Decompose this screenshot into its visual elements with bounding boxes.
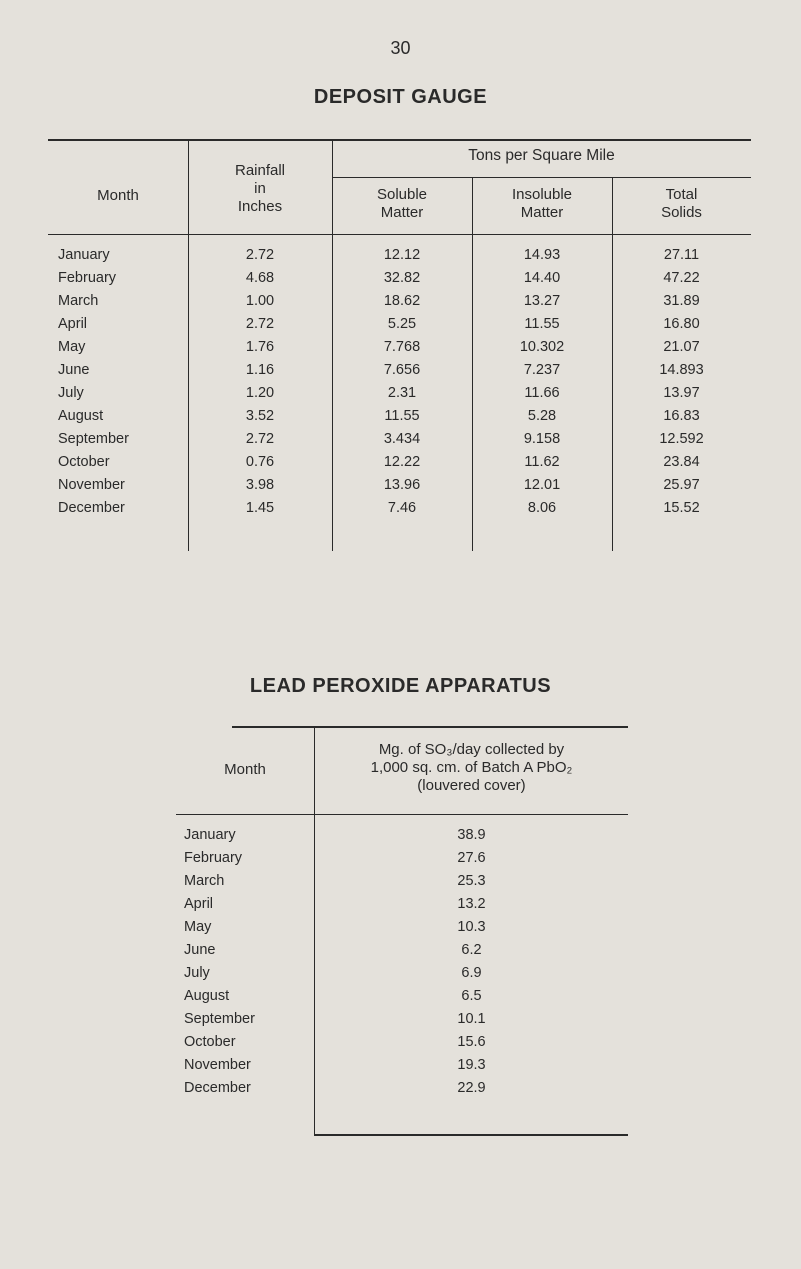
table-rule	[176, 814, 628, 815]
table-row	[176, 896, 628, 919]
cell-soluble: 12.22	[383, 454, 421, 470]
cell-value: 19.3	[457, 1057, 486, 1073]
cell-soluble: 7.46	[387, 500, 417, 516]
cell-value: 22.9	[457, 1080, 486, 1096]
lead-peroxide-title: LEAD PEROXIDE APPARATUS	[249, 675, 552, 697]
page-number: 30	[390, 38, 411, 58]
cell-month: August	[58, 408, 104, 424]
cell-month: February	[184, 850, 243, 866]
cell-month: November	[58, 477, 125, 493]
header-month: Month	[97, 187, 139, 204]
cell-total: 23.84	[663, 454, 700, 470]
table-row	[176, 988, 628, 1011]
cell-total: 47.22	[663, 270, 700, 286]
cell-total: 13.97	[663, 385, 700, 401]
cell-month: October	[184, 1034, 236, 1050]
table-row	[48, 500, 751, 523]
cell-soluble: 7.768	[383, 339, 421, 355]
cell-rainfall: 1.20	[245, 385, 275, 401]
cell-insoluble: 11.55	[524, 316, 560, 332]
cell-month: June	[184, 942, 216, 958]
header-insoluble-line: Insoluble	[511, 186, 573, 203]
cell-soluble: 7.656	[383, 362, 421, 378]
table-row	[48, 477, 751, 500]
header-soluble	[332, 186, 472, 222]
table-row	[176, 919, 628, 942]
table-row	[48, 293, 751, 316]
cell-insoluble: 5.28	[527, 408, 557, 424]
table-rule	[232, 726, 628, 728]
cell-rainfall: 2.72	[245, 431, 275, 447]
cell-value: 6.5	[461, 988, 482, 1004]
cell-rainfall: 1.45	[245, 500, 275, 516]
cell-insoluble: 13.27	[523, 293, 561, 309]
header-value-line: 1,000 sq. cm. of Batch A PbO₂	[370, 759, 573, 776]
cell-total: 14.893	[659, 362, 704, 378]
cell-month: October	[58, 454, 110, 470]
cell-insoluble: 11.66	[524, 385, 560, 401]
cell-rainfall: 1.00	[245, 293, 275, 309]
header-total-line: Total	[665, 186, 698, 203]
cell-month: January	[58, 247, 110, 263]
table-row	[176, 1080, 628, 1103]
table-row	[176, 942, 628, 965]
cell-soluble: 2.31	[387, 385, 417, 401]
cell-value: 13.2	[457, 896, 486, 912]
header-soluble-line: Soluble	[376, 186, 428, 203]
cell-month: July	[58, 385, 84, 401]
cell-total: 31.89	[663, 293, 700, 309]
cell-month: June	[58, 362, 90, 378]
cell-insoluble: 12.01	[523, 477, 561, 493]
header-rainfall	[188, 162, 332, 216]
cell-rainfall: 1.76	[245, 339, 275, 355]
table-row	[176, 1011, 628, 1034]
cell-rainfall: 3.52	[245, 408, 275, 424]
cell-value: 27.6	[457, 850, 486, 866]
cell-soluble: 32.82	[383, 270, 421, 286]
cell-rainfall: 4.68	[245, 270, 275, 286]
cell-insoluble: 10.302	[519, 339, 565, 355]
cell-value: 10.1	[457, 1011, 486, 1027]
cell-total: 16.80	[663, 316, 700, 332]
cell-insoluble: 8.06	[527, 500, 557, 516]
cell-rainfall: 1.16	[245, 362, 275, 378]
cell-total: 15.52	[663, 500, 700, 516]
cell-insoluble: 14.40	[523, 270, 561, 286]
table-row	[176, 1057, 628, 1080]
header-rainfall-line: in	[254, 180, 266, 197]
cell-month: April	[58, 316, 88, 332]
table-rule	[332, 177, 751, 178]
cell-value: 10.3	[457, 919, 486, 935]
table-row	[48, 247, 751, 270]
table-rule	[314, 1134, 628, 1136]
header-rainfall-line: Rainfall	[234, 162, 286, 179]
cell-total: 27.11	[663, 247, 700, 263]
cell-month: July	[184, 965, 210, 981]
cell-value: 15.6	[457, 1034, 486, 1050]
header-tons-group: Tons per Square Mile	[468, 147, 615, 164]
table-row	[48, 339, 751, 362]
cell-value: 6.9	[461, 965, 482, 981]
header-rainfall-line: Inches	[237, 198, 283, 215]
cell-soluble: 5.25	[387, 316, 417, 332]
table-row	[176, 1034, 628, 1057]
cell-month: May	[184, 919, 212, 935]
table-row	[48, 362, 751, 385]
cell-rainfall: 2.72	[245, 316, 275, 332]
cell-value: 25.3	[457, 873, 486, 889]
table-row	[48, 316, 751, 339]
cell-total: 25.97	[663, 477, 700, 493]
cell-month: March	[184, 873, 225, 889]
cell-month: December	[58, 500, 125, 516]
header-so3-value	[315, 741, 628, 795]
header-total	[612, 186, 751, 222]
table-row	[176, 827, 628, 850]
cell-soluble: 11.55	[384, 408, 420, 424]
header-total-line: Solids	[661, 204, 702, 221]
cell-month: November	[184, 1057, 251, 1073]
table-row	[48, 270, 751, 293]
cell-soluble: 13.96	[383, 477, 421, 493]
deposit-gauge-title: DEPOSIT GAUGE	[313, 86, 488, 108]
cell-total: 16.83	[663, 408, 700, 424]
cell-insoluble: 7.237	[523, 362, 561, 378]
cell-month: January	[184, 827, 236, 843]
cell-month: February	[58, 270, 117, 286]
table-row	[176, 873, 628, 896]
table-row	[176, 965, 628, 988]
table-row	[48, 431, 751, 454]
table-rule	[48, 234, 751, 235]
cell-month: April	[184, 896, 214, 912]
header-insoluble	[472, 186, 612, 222]
cell-month: March	[58, 293, 99, 309]
cell-month: September	[58, 431, 129, 447]
cell-month: December	[184, 1080, 251, 1096]
table-rule	[48, 139, 751, 141]
cell-total: 12.592	[659, 431, 704, 447]
cell-rainfall: 3.98	[245, 477, 275, 493]
cell-month: May	[58, 339, 86, 355]
cell-insoluble: 9.158	[523, 431, 561, 447]
table-row	[48, 385, 751, 408]
cell-insoluble: 11.62	[524, 454, 560, 470]
cell-soluble: 18.62	[383, 293, 421, 309]
cell-value: 38.9	[457, 827, 486, 843]
cell-soluble: 12.12	[383, 247, 421, 263]
table-row	[48, 408, 751, 431]
cell-value: 6.2	[461, 942, 482, 958]
header-month: Month	[224, 761, 266, 778]
header-value-line: Mg. of SO₃/day collected by	[378, 741, 565, 758]
cell-rainfall: 2.72	[245, 247, 275, 263]
cell-month: September	[184, 1011, 255, 1027]
header-insoluble-line: Matter	[520, 204, 564, 221]
table-row	[176, 850, 628, 873]
cell-rainfall: 0.76	[245, 454, 275, 470]
cell-total: 21.07	[663, 339, 700, 355]
cell-soluble: 3.434	[383, 431, 421, 447]
table-row	[48, 454, 751, 477]
cell-insoluble: 14.93	[523, 247, 561, 263]
cell-month: August	[184, 988, 230, 1004]
header-soluble-line: Matter	[380, 204, 424, 221]
header-value-line: (louvered cover)	[417, 777, 526, 794]
